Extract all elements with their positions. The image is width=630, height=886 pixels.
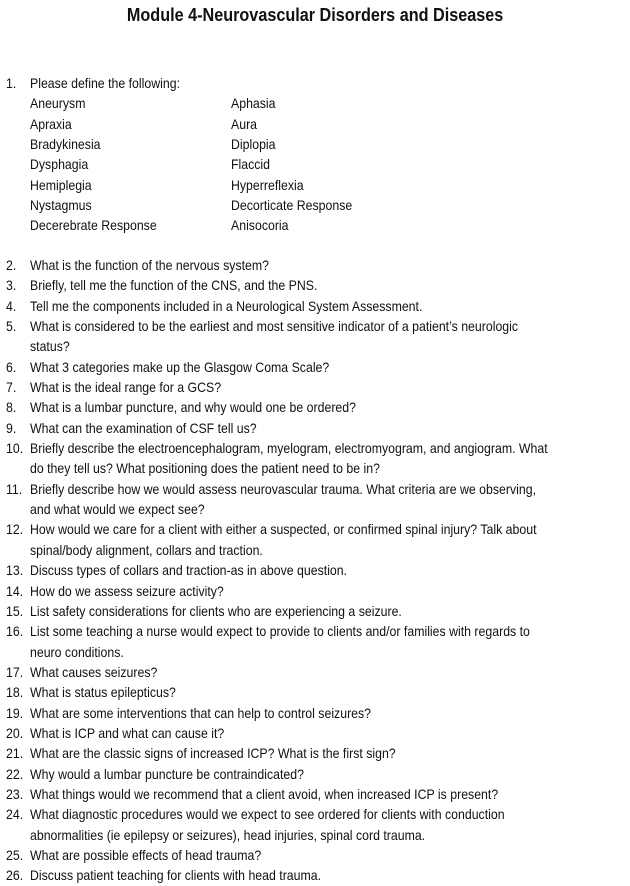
- question-text: What is the function of the nervous system?: [30, 257, 269, 273]
- question-item: [0, 377, 630, 397]
- question-line: [0, 743, 630, 763]
- question-line: [0, 418, 630, 438]
- question-text: What things would we recommend that a client avoid, when increased ICP is present?: [30, 785, 499, 802]
- question-line: [0, 519, 630, 539]
- question-text: What are some interventions that can help to control seizures?: [30, 704, 372, 721]
- question-number: 17.: [6, 663, 24, 680]
- page-title: Module 4-Neurovascular Disorders and Diseases: [126, 5, 504, 25]
- question-number: 24.: [6, 806, 24, 823]
- question-line: [0, 255, 630, 275]
- question-number: 11.: [6, 480, 23, 497]
- term: Nystagmus: [30, 197, 92, 214]
- question-text: What diagnostic procedures would we expect to see ordered for clients with conduction: [30, 806, 505, 823]
- question-text: and what would we expect see?: [30, 501, 205, 518]
- term-row: [0, 93, 630, 113]
- question-item: [0, 662, 630, 682]
- question-line: [0, 357, 630, 377]
- question-number: 18.: [6, 684, 24, 701]
- question-text: What is status epilepticus?: [30, 684, 176, 701]
- question-number: 20.: [6, 724, 24, 741]
- question-line: [0, 458, 630, 478]
- question-line: [0, 336, 630, 356]
- question-line: [0, 865, 630, 885]
- question-text: Tell me the components included in a Neurological System Assessment.: [30, 297, 423, 314]
- question-number: 7.: [6, 379, 17, 396]
- question-item: [0, 682, 630, 702]
- question-text: Please define the following:: [30, 75, 180, 91]
- question-number: 16.: [6, 623, 24, 640]
- question-number: 19.: [6, 704, 24, 721]
- question-text: spinal/body alignment, collars and traction.: [30, 541, 263, 558]
- question-item: [0, 865, 630, 885]
- question-text: What are the classic signs of increased ICP? What is the first sign?: [30, 745, 396, 762]
- question-text: abnormalities (ie epilepsy or seizures), head injuries, spinal cord trauma.: [30, 826, 426, 843]
- question-item: [0, 743, 630, 763]
- question-line: [0, 479, 630, 499]
- question-line: [0, 581, 630, 601]
- question-text: What can the examination of CSF tell us?: [30, 419, 257, 436]
- question-item: [0, 397, 630, 417]
- question-line: [0, 377, 630, 397]
- question-item: [0, 703, 630, 723]
- question-number: 6.: [6, 358, 17, 375]
- term: Aura: [231, 115, 258, 132]
- question-text: do they tell us? What positioning does the patient need to be in?: [30, 460, 381, 477]
- question-list: [0, 255, 630, 886]
- question-line: [0, 845, 630, 865]
- term: Diplopia: [231, 136, 276, 153]
- term: Decorticate Response: [231, 197, 353, 214]
- question-text: Briefly describe how we would assess neurovascular trauma. What criteria are we observing,: [30, 480, 537, 497]
- question-number: 8.: [6, 399, 17, 416]
- question-number: 4.: [6, 297, 17, 314]
- question-number: 14.: [6, 582, 24, 599]
- question-line: [0, 438, 630, 458]
- question-number: 21.: [6, 745, 24, 762]
- question-item: [0, 479, 630, 520]
- question-item: [0, 275, 630, 295]
- question-line: [0, 642, 630, 662]
- question-line: [0, 825, 630, 845]
- question-number: 26.: [6, 867, 24, 884]
- question-text: What is the ideal range for a GCS?: [30, 379, 222, 396]
- question-line: [0, 703, 630, 723]
- term: Apraxia: [30, 115, 72, 132]
- question-number: 2.: [6, 257, 17, 273]
- question-item: [0, 519, 630, 560]
- question-number: 13.: [6, 562, 24, 579]
- question-item: [0, 601, 630, 621]
- question-item: [0, 357, 630, 377]
- question-line: [0, 804, 630, 824]
- term-row: [0, 114, 630, 134]
- question-line: [0, 764, 630, 784]
- question-line: [0, 723, 630, 743]
- question-number: 1.: [6, 75, 17, 91]
- question-text: status?: [30, 338, 70, 355]
- question-text: What is considered to be the earliest and most sensitive indicator of a patient’s neurologic: [30, 318, 519, 335]
- question-item: [0, 845, 630, 865]
- question-text: What are possible effects of head trauma?: [30, 846, 262, 863]
- term: Hemiplegia: [30, 176, 92, 193]
- question-number: 10.: [6, 440, 24, 457]
- term: Dysphagia: [30, 156, 89, 173]
- question-text: How would we care for a client with either a suspected, or confirmed spinal injury? Talk about: [30, 521, 537, 538]
- question-line: [0, 397, 630, 417]
- question-number: 22.: [6, 765, 24, 782]
- question-item: [0, 438, 630, 479]
- question-number: 25.: [6, 846, 24, 863]
- question-item: [0, 255, 630, 275]
- question-item: [0, 804, 630, 845]
- question-line: [0, 296, 630, 316]
- question-text: How do we assess seizure activity?: [30, 582, 224, 599]
- term-list: [0, 93, 630, 235]
- question-number: 12.: [6, 521, 24, 538]
- question-text: Why would a lumbar puncture be contraindicated?: [30, 765, 304, 782]
- question-number: 23.: [6, 785, 24, 802]
- question-line: [0, 601, 630, 621]
- question-text: What is ICP and what can cause it?: [30, 724, 225, 741]
- question-number: 9.: [6, 419, 17, 436]
- question-item: [0, 581, 630, 601]
- question-line: [0, 275, 630, 295]
- term: Decerebrate Response: [30, 217, 157, 234]
- term: Bradykinesia: [30, 136, 101, 153]
- question-line: [0, 560, 630, 580]
- question-item: [0, 764, 630, 784]
- term-row: [0, 195, 630, 215]
- question-text: Discuss patient teaching for clients with head trauma.: [30, 867, 322, 884]
- term-row: [0, 134, 630, 154]
- question-text: Briefly describe the electroencephalogram, myelogram, electromyogram, and angiogram. What: [30, 440, 548, 457]
- question-text: Briefly, tell me the function of the CNS, and the PNS.: [30, 277, 318, 294]
- term: Flaccid: [231, 156, 271, 173]
- question-number: 3.: [6, 277, 17, 294]
- question-item: [0, 418, 630, 438]
- term: Anisocoria: [231, 217, 289, 234]
- question-text: neuro conditions.: [30, 643, 124, 660]
- question-item: [0, 296, 630, 316]
- question-item: [0, 560, 630, 580]
- question-text: What is a lumbar puncture, and why would one be ordered?: [30, 399, 356, 416]
- question-line: [0, 662, 630, 682]
- question-text: What 3 categories make up the Glasgow Coma Scale?: [30, 358, 330, 375]
- term: Aneurysm: [30, 95, 86, 112]
- question-line: [0, 621, 630, 641]
- term-row: [0, 154, 630, 174]
- question-text: List some teaching a nurse would expect to provide to clients and/or families with regards to: [30, 623, 530, 640]
- question-text: What causes seizures?: [30, 663, 158, 680]
- question-number: 5.: [6, 318, 17, 335]
- question-line: [0, 682, 630, 702]
- question-line: [0, 784, 630, 804]
- question-item: [0, 316, 630, 357]
- question-number: 15.: [6, 602, 24, 619]
- question-item: [0, 723, 630, 743]
- term: Aphasia: [231, 95, 276, 112]
- question-line: [0, 499, 630, 519]
- term: Hyperreflexia: [231, 176, 304, 193]
- question-text: List safety considerations for clients who are experiencing a seizure.: [30, 602, 402, 619]
- question-item: [0, 784, 630, 804]
- question-item: [0, 621, 630, 662]
- term-row: [0, 175, 630, 195]
- question-line: [0, 316, 630, 336]
- question-text: Discuss types of collars and traction-as in above question.: [30, 562, 348, 579]
- term-row: [0, 215, 630, 235]
- question-line: [0, 540, 630, 560]
- question-1-line: [0, 73, 630, 93]
- question-1: [0, 73, 630, 236]
